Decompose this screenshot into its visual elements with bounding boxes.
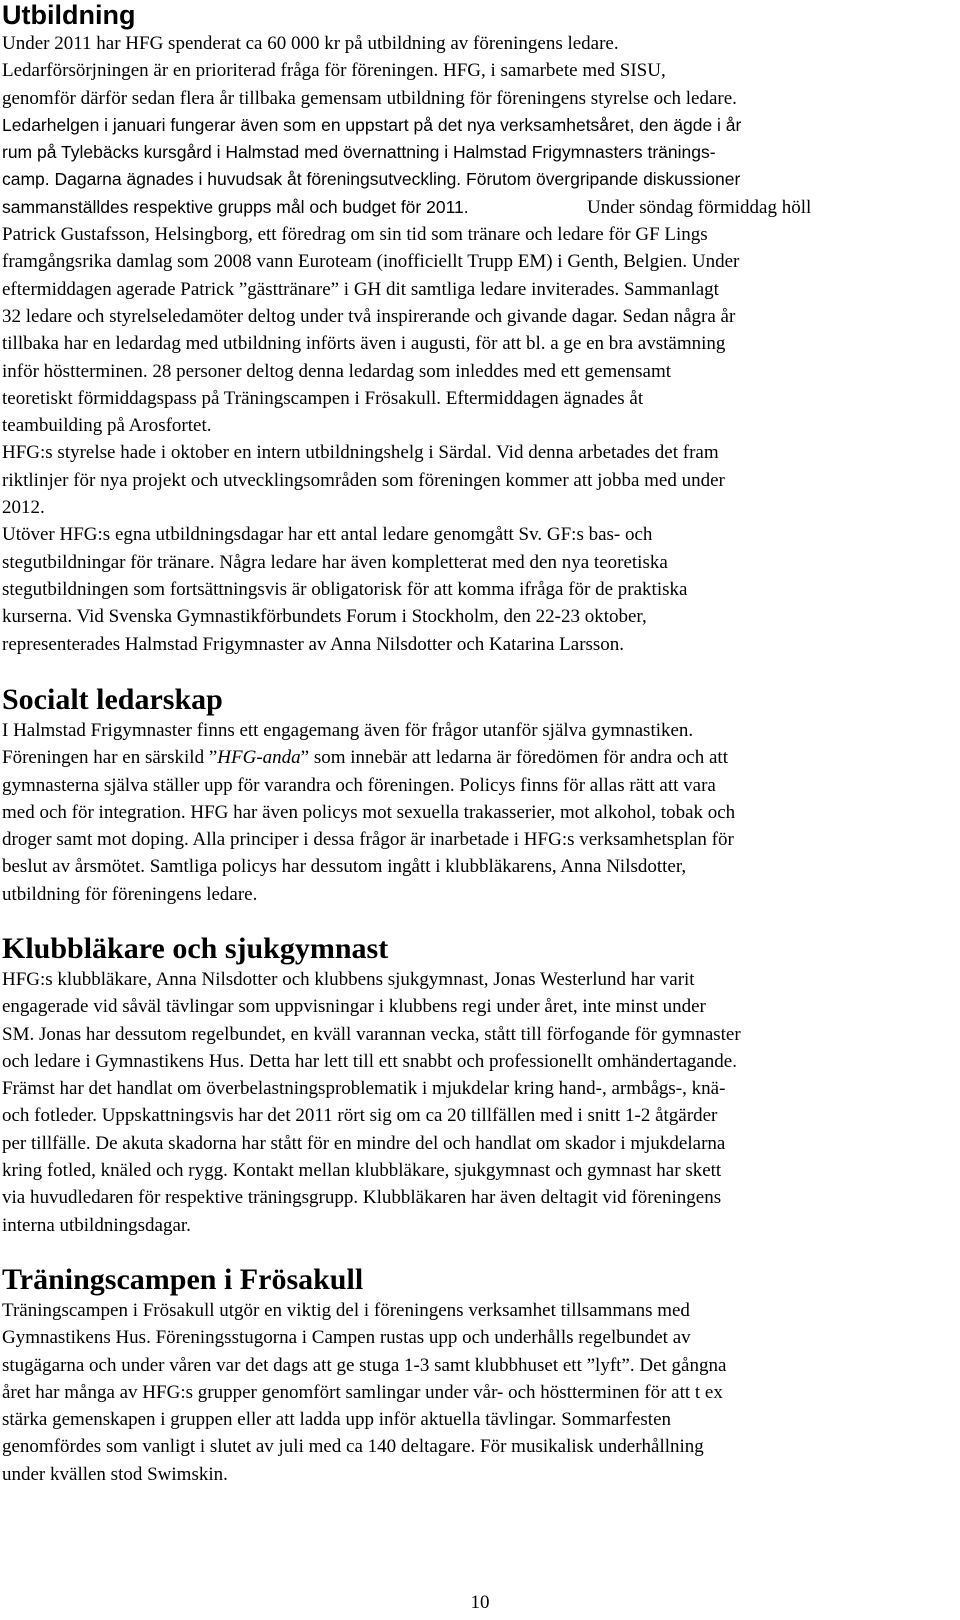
socialt-ledarskap-paragraph <box>2 717 952 908</box>
page-number: 10 <box>470 1592 490 1613</box>
socialt-text-a: I Halmstad Frigymnaster finns ett engagemang även för frågor utanför själva gymnastiken. Föreningen har en särskild ” <box>2 720 694 769</box>
socialt-text-b: ” som innebär att ledarna är föredömen för andra och att gymnasterna själva ställer upp för varandra och föreningen. Policys finns för allas rätt att vara med och för integration. HFG har även policys mot sexuella trakasserier, mot alkohol, tobak och droger samt mot doping. Alla principer i dessa frågor är inarbetade i HFG:s verksamhetsplan för beslut av årsmötet. Samtliga policys har dessutom ingått i klubbläkarens, Anna Nilsdotter, utbildning för föreningens ledare. <box>2 747 736 905</box>
heading-klubblakare: Klubbläkare och sjukgymnast <box>2 932 389 965</box>
section-klubblakare <box>2 932 952 1239</box>
klubblakare-paragraph: HFG:s klubbläkare, Anna Nilsdotter och klubbens sjukgymnast, Jonas Westerlund har varit engagerade vid såväl tävlingar som uppvisningar i klubbens regi under året, inte minst under SM. Jonas har dessutom regelbundet, en kväll varannan vecka, stått till förfogande för gymnaster och ledare i Gymnastikens Hus. Detta har lett till ett snabbt och professionellt omhändertagande. Främst har det handlat om överbelastningsproblematik i mjukdelar kring hand-, armbågs-, knä- och fotleder. Uppskattningsvis har det 2011 rört sig om ca 20 tillfällen med i snitt 1-2 åtgärder per tillfälle. De akuta skadorna har stått för en mindre del och handlat om skador i mjukdelarna kring fotled, knäled och rygg. Kontakt mellan klubbläkare, sjukgymnast och gymnast har skett via huvudledaren för respektive träningsgrupp. Klubbläkaren har även deltagit vid föreningens interna utbildningsdagar. <box>2 969 741 1236</box>
section-socialt-ledarskap <box>2 683 952 908</box>
utbildning-paragraph-2: Ledarhelgen i januari fungerar även som en uppstart på det nya verksamhetsåret, den ägde i år rum på Tylebäcks kursgård i Halmstad med övernattning i Halmstad Frigymnasters tränings- camp. Dagarna ägnades i huvudsak åt föreningsutveckling. Förutom övergripande diskussioner sammanställdes respektive grupps mål och budget för 2011. <box>2 114 742 217</box>
traningscampen-paragraph: Träningscampen i Frösakull utgör en viktig del i föreningens verksamhet tillsammans med Gymnastikens Hus. Föreningsstugorna i Campen rustas upp och underhålls regelbundet av stugägarna och under våren var det dags att ge stuga 1-3 samt klubbhuset ett ”lyft”. Det gångna året har många av HFG:s grupper genomfört samlingar under vår- och höstterminen för att t ex stärka gemenskapen i gruppen eller att ladda upp inför aktuella tävlingar. Sommarfesten genomfördes som vanligt i slutet av juli med ca 140 deltagare. För musikalisk underhållning under kvällen stod Swimskin. <box>2 1300 727 1485</box>
heading-traningscampen: Träningscampen i Frösakull <box>2 1263 364 1296</box>
section-traningscampen <box>2 1263 952 1488</box>
utbildning-paragraph-1: Under 2011 har HFG spenderat ca 60 000 kr på utbildning av föreningens ledare. Ledarförsörjningen är en prioriterad fråga för föreningen. HFG, i samarbete med SISU, genomför därför sedan flera år tillbaka gemensam utbildning för föreningens styrelse och ledare. <box>2 33 737 109</box>
heading-socialt-ledarskap: Socialt ledarskap <box>2 683 223 716</box>
section-utbildning <box>2 0 952 658</box>
heading-utbildning: Utbildning <box>2 0 136 30</box>
utbildning-paragraph-3: Under söndag förmiddag höll Patrick Gustafsson, Helsingborg, ett föredrag om sin tid som tränare och ledare för GF Lings framgångsrika damlag som 2008 vann Euroteam (inofficiellt Trupp EM) i Genth, Belgien. Under eftermiddagen agerade Patrick ”gästtränare” i GH dit samtliga ledare inviterades. Sammanlagt 32 ledare och styrelseledamöter deltog under två inspirerande och givande dagar. Sedan några år tillbaka har en ledardag med utbildning införts även i augusti, för att bl. a ge en bra avstämning inför höstterminen. 28 personer deltog denna ledardag som inleddes med ett gemensamt teoretiskt förmiddagspass på Träningscampen i Frösakull. Eftermiddagen ägnades åt teambuilding på Arosfortet. HFG:s styrelse hade i oktober en intern utbildningshelg i Särdal. Vid denna arbetades det fram riktlinjer för nya projekt och utvecklingsområden som föreningen kommer att jobba med under 2012. Utöver HFG:s egna utbildningsdagar har ett antal ledare genomgått Sv. GF:s bas- och stegutbildningar för tränare. Några ledare har även kompletterat med den nya teoretiska stegutbildningen som fortsättningsvis är obligatorisk för att komma ifråga för de praktiska kurserna. Vid Svenska Gymnastikförbundets Forum i Stockholm, den 22-23 oktober, representerades Halmstad Frigymnaster av Anna Nilsdotter och Katarina Larsson. <box>2 196 812 655</box>
hfg-anda-term: HFG-anda <box>217 747 301 769</box>
